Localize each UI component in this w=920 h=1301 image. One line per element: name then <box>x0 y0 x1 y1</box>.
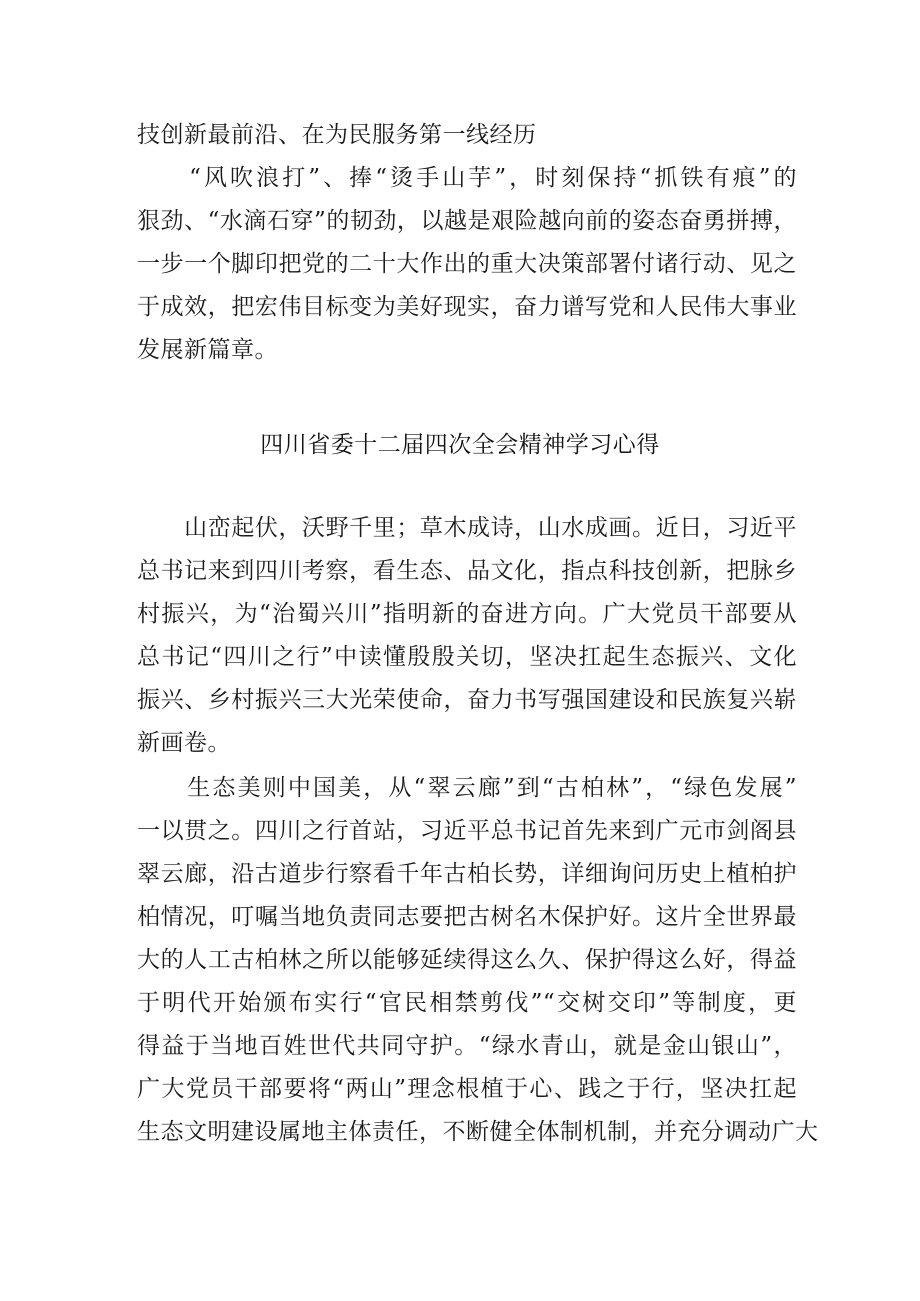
body-text-line: 总书记“四川之行”中读懂殷殷关切，坚决扛起生态振兴、文化 <box>137 644 797 670</box>
body-text-line: 广大党员干部要将“两山”理念根植于心、践之于行，坚决扛起 <box>137 1076 797 1102</box>
body-text-line: 村振兴，为“治蜀兴川”指明新的奋进方向。广大党员干部要从 <box>137 601 797 627</box>
body-text-line: 振兴、乡村振兴三大光荣使命，奋力书写强国建设和民族复兴崭 <box>137 687 797 713</box>
body-text-line: 新画卷。 <box>137 730 231 756</box>
body-text-line: 一步一个脚印把党的二十大作出的重大决策部署付诸行动、见之 <box>137 251 797 277</box>
body-text-line: 翠云廊，沿古道步行察看千年古柏长势，详细询问历史上植柏护 <box>137 861 797 887</box>
body-text-line: 生态美则中国美，从“翠云廊”到“古柏林”，“绿色发展” <box>137 775 797 801</box>
body-text-line: “风吹浪打”、捧“烫手山芋”，时刻保持“抓铁有痕”的 <box>137 165 797 191</box>
section-title: 四川省委十二届四次全会精神学习心得 <box>260 432 660 458</box>
body-text-line: 发展新篇章。 <box>137 337 278 363</box>
body-text-line: 生态文明建设属地主体责任，不断健全体制机制，并充分调动广大 <box>137 1119 819 1145</box>
body-text-line: 大的人工古柏林之所以能够延续得这么久、保护得这么好，得益 <box>137 947 797 973</box>
body-text-line: 得益于当地百姓世代共同守护。“绿水青山，就是金山银山”， <box>137 1033 797 1059</box>
body-text-line: 狠劲、“水滴石穿”的韧劲，以越是艰险越向前的姿态奋勇拼搏， <box>137 208 797 234</box>
body-text-line: 总书记来到四川考察，看生态、品文化，指点科技创新，把脉乡 <box>137 558 797 584</box>
body-text-line: 于明代开始颁布实行“官民相禁剪伐”“交树交印”等制度，更 <box>137 990 797 1016</box>
body-text-line: 山峦起伏，沃野千里；草木成诗，山水成画。近日，习近平 <box>137 515 797 541</box>
body-text-line: 一以贯之。四川之行首站，习近平总书记首先来到广元市剑阁县 <box>137 818 797 844</box>
body-text-line: 技创新最前沿、在为民服务第一线经历 <box>137 122 537 148</box>
body-text-line: 柏情况，叮嘱当地负责同志要把古树名木保护好。这片全世界最 <box>137 904 797 930</box>
body-text-line: 于成效，把宏伟目标变为美好现实，奋力谱写党和人民伟大事业 <box>137 294 797 320</box>
